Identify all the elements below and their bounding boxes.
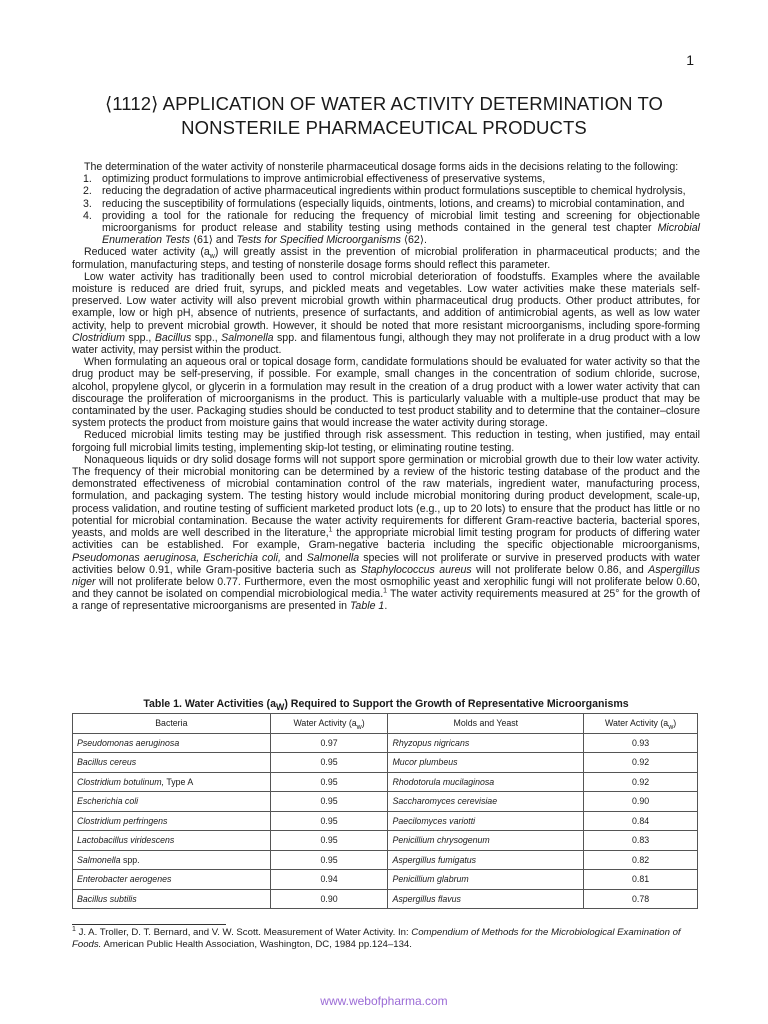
- page-title: [60, 92, 708, 140]
- mold-water-activity: 0.92: [584, 753, 698, 773]
- bacteria-water-activity: 0.95: [270, 753, 388, 773]
- paragraph-reduced-testing: Reduced microbial limits testing may be justified through risk assessment. This reduction in testing, when justified, may entail forgoing full microbial limits testing, implementing skip-lot testing, or eliminating routine testing.: [72, 429, 700, 454]
- text-span: species will not proliferate or survive in preserved products with water activities below 0.91, while Gram-positive bacteria such as: [72, 551, 701, 576]
- table-row: [73, 792, 698, 812]
- header-text: Water Activity (a: [293, 718, 357, 729]
- bacteria-water-activity: 0.95: [270, 792, 388, 812]
- bacteria-qualifier: spp.: [120, 854, 140, 865]
- header-water-activity: [270, 714, 388, 734]
- text-span: the appropriate microbial limit testing program for products of differing water activities can be established. For example, Gram-negative bacteria including the specific objectionable microorganisms,: [72, 527, 700, 552]
- caption-text: ) Required to Support the Growth of Representative Microorganisms: [284, 698, 629, 710]
- genus-name: Clostridium: [72, 331, 125, 344]
- bacteria-water-activity: 0.94: [270, 870, 388, 890]
- water-activity-table: [72, 713, 698, 909]
- bacteria-cell: [73, 811, 271, 831]
- header-water-activity: [584, 714, 698, 734]
- bacteria-name: Clostridium perfringens: [77, 815, 168, 826]
- header-text: Water Activity (a: [604, 718, 669, 729]
- text-span: spp. and filamentous fungi, although they may not proliferate in a drug product with a low water activity, may persist within the product.: [72, 331, 701, 357]
- text-span: ) will greatly assist in the prevention of microbial proliferation in pharmaceutical products; and the formulation, manufacturing steps, and testing of nonsterile dosage forms should reflect this parameter.: [72, 246, 700, 271]
- body-text: [72, 161, 700, 613]
- mold-water-activity: 0.78: [584, 889, 698, 909]
- text-span: .: [384, 600, 388, 613]
- bacteria-cell: [73, 772, 271, 792]
- list-number: 2.: [83, 185, 92, 198]
- bacteria-name: Salmonella: [77, 854, 121, 865]
- genus-name: Bacillus: [154, 331, 192, 344]
- bacteria-name: Bacillus cereus: [77, 757, 137, 768]
- bacteria-cell: [73, 831, 271, 851]
- footer-link[interactable]: www.webofpharma.com: [320, 994, 448, 1008]
- bacteria-name: Enterobacter aerogenes: [77, 874, 172, 885]
- bacteria-water-activity: 0.97: [270, 733, 388, 753]
- table-header-row: [73, 714, 698, 734]
- footnote-ref[interactable]: 1: [383, 587, 388, 595]
- bacteria-name: Bacillus subtilis: [77, 893, 137, 904]
- page-number: 1: [686, 52, 694, 68]
- mold-water-activity: 0.93: [584, 733, 698, 753]
- text-span: will not proliferate below 0.86, and: [471, 563, 649, 576]
- caption-text: Table 1. Water Activities (a: [143, 698, 276, 710]
- list-number: 4.: [83, 209, 92, 222]
- table-caption: [72, 698, 700, 712]
- table-row: [73, 733, 698, 753]
- bacteria-name: Lactobacillus viridescens: [77, 835, 175, 846]
- intro-paragraph: The determination of the water activity of nonsterile pharmaceutical dosage forms aids in the decisions relating to the following:: [84, 161, 679, 173]
- title-line-2: NONSTERILE PHARMACEUTICAL PRODUCTS: [181, 117, 587, 138]
- numbered-list: [72, 173, 700, 246]
- header-molds-yeast: Molds and Yeast: [388, 714, 584, 734]
- list-item: [72, 173, 700, 185]
- table-row: [73, 850, 698, 870]
- species-name: Aspergillus niger: [72, 563, 700, 588]
- list-text: ⟨61⟩ and: [189, 234, 237, 247]
- species-name: Staphylococcus aureus: [360, 563, 472, 576]
- mold-name: Saccharomyces cerevisiae: [388, 792, 584, 812]
- mold-water-activity: 0.92: [584, 772, 698, 792]
- mold-water-activity: 0.82: [584, 850, 698, 870]
- text-span: and: [280, 551, 307, 564]
- list-item: [72, 185, 700, 197]
- text-span: spp.,: [124, 331, 155, 344]
- subscript: w: [668, 724, 674, 731]
- mold-name: Aspergillus fumigatus: [388, 850, 584, 870]
- subscript: w: [356, 724, 362, 731]
- bacteria-water-activity: 0.90: [270, 889, 388, 909]
- bacteria-water-activity: 0.95: [270, 772, 388, 792]
- header-bacteria: Bacteria: [73, 714, 271, 734]
- header-text: ): [673, 718, 677, 729]
- bacteria-name: Escherichia coli: [77, 796, 139, 807]
- species-name: Salmonella: [306, 551, 360, 564]
- list-number: 1.: [83, 173, 92, 186]
- mold-name: Penicillium glabrum: [388, 870, 584, 890]
- mold-water-activity: 0.90: [584, 792, 698, 812]
- table-row: [73, 831, 698, 851]
- text-span: The water activity requirements measured at 25° for the growth of a range of representative microorganisms are presented in: [72, 588, 700, 613]
- bacteria-cell: [73, 792, 271, 812]
- text-span: will not proliferate below 0.77. Furthermore, even the most osmophilic yeast and xerophilic fungi will not proliferate below 0.60, and they cannot be isolated on compendial microbiological media.: [72, 575, 700, 601]
- mold-name: Aspergillus flavus: [388, 889, 584, 909]
- bacteria-cell: [73, 889, 271, 909]
- subscript: w: [209, 253, 215, 261]
- list-text: providing a tool for the rationale for reducing the frequency of microbial limit testing and screening for objectionable microorganisms for product release and stability testing using methods contained in the general test chapter: [102, 209, 700, 235]
- bacteria-qualifier: Type A: [164, 776, 194, 787]
- footnote-divider: [72, 924, 226, 925]
- list-item: [72, 210, 700, 247]
- paragraph-nonaqueous: [72, 454, 700, 613]
- table-row: [73, 753, 698, 773]
- table-row: [73, 772, 698, 792]
- mold-name: Rhyzopus nigricans: [388, 733, 584, 753]
- mold-name: Penicillium chrysogenum: [388, 831, 584, 851]
- bacteria-name: Clostridium botulinum,: [77, 776, 165, 787]
- genus-name: Salmonella: [221, 331, 274, 344]
- mold-name: Rhodotorula mucilaginosa: [388, 772, 584, 792]
- paragraph-low-water-activity: [72, 271, 700, 356]
- bacteria-cell: [73, 850, 271, 870]
- text-span: Low water activity has traditionally been used to control microbial deterioration of foodstuffs. Examples where the available moisture is reduced are dried fruit, syrups, and pickled meats and vegetables. Low water activities make these materials self-preserved. Low water activity will also prevent microbial growth within pharmaceutical drug products. Other product attributes, for example, low or high pH, absence of nutrients, presence of surfactants, and addition of antimicrobial agents, as well as low water activity, help to prevent microbial growth. However, it should be noted that more resistant microorganisms, including spore-forming: [72, 270, 700, 332]
- text-span: spp.,: [191, 331, 222, 344]
- subscript: W: [275, 702, 285, 713]
- list-text: reducing the degradation of active pharmaceutical ingredients within product formulations susceptible to chemical hydrolysis,: [102, 185, 686, 198]
- text-span: Reduced water activity (a: [84, 246, 210, 259]
- species-name: Pseudomonas aeruginosa, Escherichia coli,: [72, 551, 281, 564]
- table-row: [73, 870, 698, 890]
- mold-name: Mucor plumbeus: [388, 753, 584, 773]
- bacteria-water-activity: 0.95: [270, 831, 388, 851]
- list-text: optimizing product formulations to improve antimicrobial effectiveness of preservative systems,: [102, 173, 546, 186]
- chapter-reference: Microbial Enumeration Tests: [102, 222, 700, 247]
- list-text: ⟨62⟩.: [400, 234, 427, 247]
- header-text: ): [361, 718, 365, 729]
- bacteria-name: Pseudomonas aeruginosa: [77, 737, 180, 748]
- footnote: [72, 927, 700, 950]
- footnote-title: Compendium of Methods for the Microbiological Examination of Foods.: [72, 927, 681, 950]
- title-line-1: ⟨1112⟩ APPLICATION OF WATER ACTIVITY DETERMINATION TO: [104, 93, 664, 114]
- paragraph-reduced-water-activity: [72, 246, 700, 270]
- footnote-text: American Public Health Association, Washington, DC, 1984 pp.124–134.: [101, 938, 412, 950]
- table-reference[interactable]: Table 1: [349, 600, 385, 613]
- bacteria-water-activity: 0.95: [270, 850, 388, 870]
- list-item: [72, 198, 700, 210]
- mold-water-activity: 0.84: [584, 811, 698, 831]
- mold-name: Paecilomyces variotti: [388, 811, 584, 831]
- table-row: [73, 811, 698, 831]
- table-row: [73, 889, 698, 909]
- bacteria-cell: [73, 733, 271, 753]
- list-number: 3.: [83, 197, 92, 210]
- text-span: Nonaqueous liquids or dry solid dosage forms will not support spore germination or microbial growth due to their low water activity. The frequency of their microbial monitoring can be determined by a review of the historic testing database of the product and the demonstrated effectiveness of microbial contamination control of the raw materials, ingredient water, manufacturing process, formulation, and packaging system. The testing history would include microbial monitoring during product development, scale-up, process validation, and routine testing of sufficient marketed product lots (e.g., up to 20 lots) to ensure that the product has little or no potential for microbial contamination. Because the water activity requirements for different Gram-reactive bacteria, bacterial spores, yeasts, and molds are well described in the literature,: [72, 453, 700, 540]
- bacteria-water-activity: 0.95: [270, 811, 388, 831]
- footnote-ref[interactable]: 1: [328, 526, 333, 534]
- chapter-reference: Tests for Specified Microorganisms: [236, 234, 401, 247]
- footnote-text: J. A. Troller, D. T. Bernard, and V. W. Scott. Measurement of Water Activity. In:: [75, 927, 412, 938]
- paragraph-formulating: When formulating an aqueous oral or topical dosage form, candidate formulations should be evaluated for water activity so that the drug product may be self-preserving, if possible. For example, small changes in the concentration of sodium chloride, sucrose, alcohol, propylene glycol, or glycerin in a formulation may result in the creation of a drug product with a lower water activity that can discourage the proliferation of microorganisms in the product. This is particularly valuable with a multiple-use product that may be contaminated by the user. Packaging studies should be conducted to test product stability and to determine that the container–closure system protects the product from moisture gains that would increase the water activity during storage.: [72, 356, 700, 430]
- footnote-number: 1: [72, 925, 76, 933]
- mold-water-activity: 0.81: [584, 870, 698, 890]
- mold-water-activity: 0.83: [584, 831, 698, 851]
- bacteria-cell: [73, 870, 271, 890]
- bacteria-cell: [73, 753, 271, 773]
- list-text: reducing the susceptibility of formulations (especially liquids, ointments, lotions, and creams) to microbial contamination, and: [102, 197, 685, 210]
